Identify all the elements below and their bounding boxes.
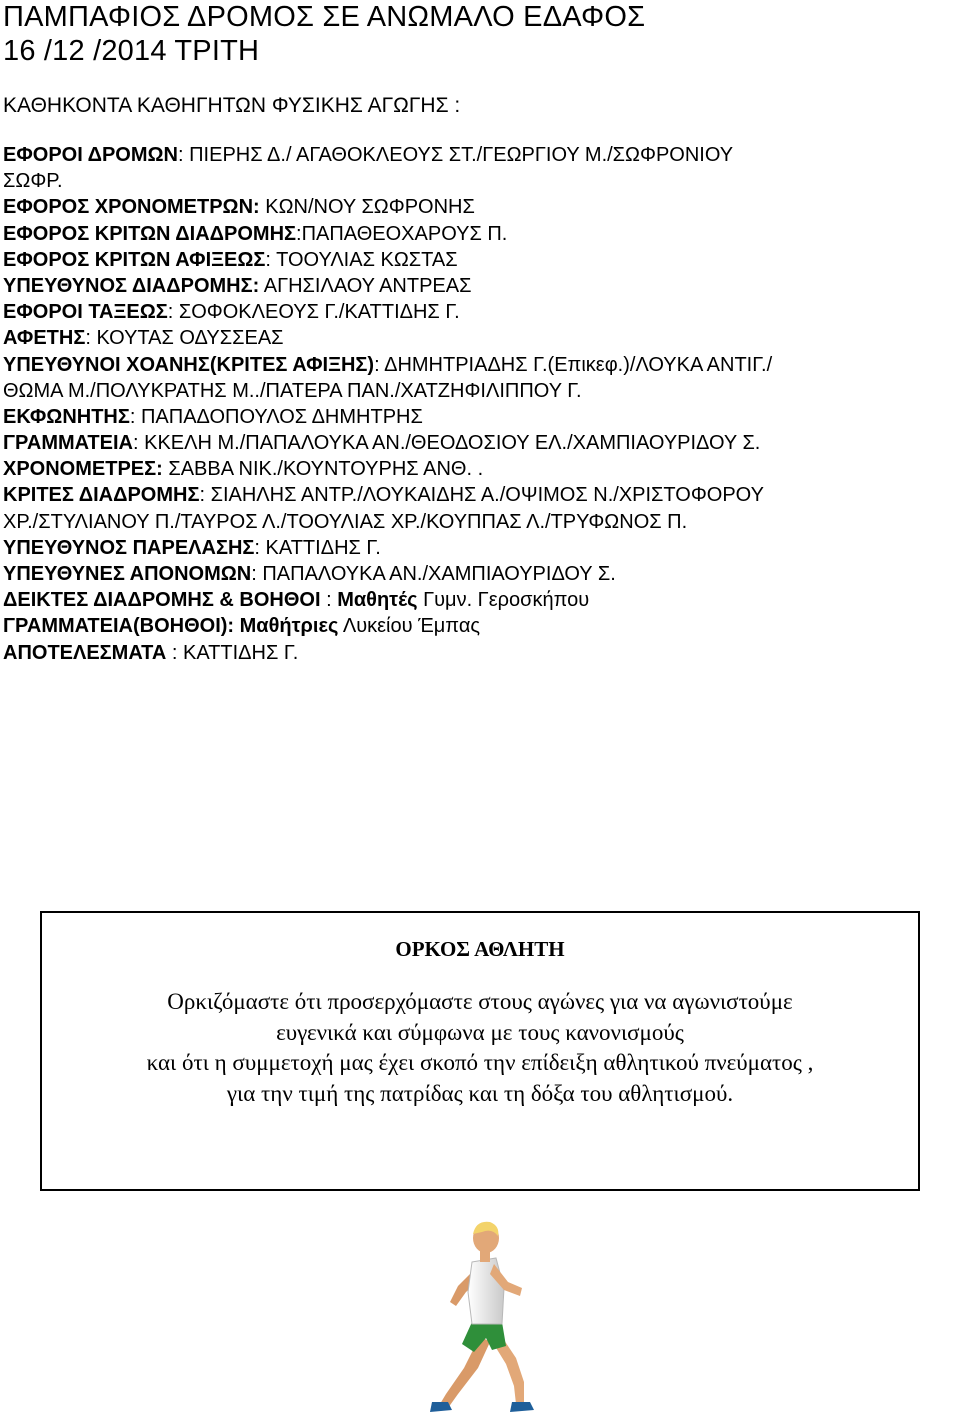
duty-text: : ΣΙΑΗΛΗΣ ΑΝΤΡ./ΛΟΥΚΑΙΔΗΣ Α./ΟΨΙΜΟΣ Ν./ΧΡΙΣΤΟΦΟΡΟΥ	[199, 484, 764, 507]
duty-label: ΕΚΦΩΝΗΤΗΣ	[3, 405, 130, 428]
duty-text: : ΚΑΤΤΙΔΗΣ Γ.	[254, 536, 381, 559]
duty-line	[3, 247, 953, 273]
duty-line	[3, 352, 953, 378]
duty-line	[3, 456, 953, 482]
duty-line	[3, 404, 953, 430]
duty-label: ΔΕΙΚΤΕΣ ΔΙΑΔΡΟΜΗΣ & ΒΟΗΘΟΙ	[3, 589, 321, 612]
duty-text: Γυμν. Γεροσκήπου	[417, 589, 590, 612]
duty-text: :	[320, 589, 338, 612]
duty-text: : ΤΟΟΥΛΙΑΣ ΚΩΣΤΑΣ	[265, 248, 458, 271]
duty-label: ΚΡΙΤΕΣ ΔΙΑΔΡΟΜΗΣ	[3, 484, 200, 507]
oath-text	[42, 987, 918, 1109]
duty-line	[3, 142, 953, 168]
duty-line	[3, 482, 953, 508]
oath-line: και ότι η συμμετοχή μας έχει σκοπό την επίδειξη αθλητικού πνεύματος ,	[146, 1050, 814, 1075]
duty-text: Λυκείου Έμπας	[338, 615, 481, 638]
duty-line	[3, 378, 953, 404]
runner-back-leg	[440, 1336, 490, 1408]
duty-text: : ΔΗΜΗΤΡΙΑΔΗΣ Γ.(Επικεφ.)/ΛΟΥΚΑ ΑΝΤΙΓ./	[374, 353, 773, 376]
duty-text: ΘΩΜΑ Μ./ΠΟΛΥΚΡΑΤΗΣ Μ../ΠΑΤΕΡΑ ΠΑΝ./ΧΑΤΖΗΦΙΛΙΠΠΟΥ Γ.	[3, 379, 582, 402]
duty-text: ΣΑΒΒΑ ΝΙΚ./ΚΟΥΝΤΟΥΡΗΣ ΑΝΘ. .	[162, 458, 484, 481]
duty-line	[3, 640, 953, 666]
duty-text: : ΠΑΠΑΔΟΠΟΥΛΟΣ ΔΗΜΗΤΡΗΣ	[129, 405, 423, 428]
duty-line	[3, 587, 953, 613]
duty-text: : ΚΑΤΤΙΔΗΣ Γ.	[166, 641, 299, 664]
runner-front-shoe	[510, 1402, 534, 1412]
duty-text: : ΠΑΠΑΛΟΥΚΑ ΑΝ./ΧΑΜΠΙΑΟΥΡΙΔΟΥ Σ.	[251, 563, 616, 585]
oath-line: ευγενικά και σύμφωνα με τους κανονισμούς	[276, 1019, 684, 1045]
duties-heading: ΚΑΘΗΚΟΝΤΑ ΚΑΘΗΓΗΤΩΝ ΦΥΣΙΚΗΣ ΑΓΩΓΗΣ :	[3, 94, 461, 117]
oath-line: για την τιμή της πατρίδας και τη δόξα του αθλητισμού.	[226, 1080, 734, 1106]
duty-label: ΕΦΟΡΟΣ ΧΡΟΝΟΜΕΤΡΩΝ:	[3, 196, 260, 219]
duty-line	[3, 561, 953, 587]
duty-label: ΕΦΟΡΟΙ ΤΑΞΕΩΣ	[3, 301, 168, 324]
duty-line	[3, 273, 953, 299]
duty-label: Μαθητές	[337, 589, 418, 612]
duty-line	[3, 168, 953, 194]
duty-text: :ΠΑΠΑΘΕΟΧΑΡΟΥΣ Π.	[296, 222, 508, 245]
duty-text: : ΚΚΕΛΗ Μ./ΠΑΠΑΛΟΥΚΑ ΑΝ./ΘΕΟΔΟΣΙΟΥ ΕΛ./ΧΑΜΠΙΑΟΥΡΙΔΟΥ Σ.	[132, 432, 761, 455]
event-date: 16 /12 /2014 ΤΡΙΤΗ	[3, 35, 260, 67]
duty-label: ΥΠΕΥΘΥΝΟΣ ΠΑΡΕΛΑΣΗΣ	[3, 536, 255, 559]
duty-text: ΑΓΗΣΙΛΑΟΥ ΑΝΤΡΕΑΣ	[259, 274, 472, 297]
athlete-oath-box	[40, 911, 920, 1191]
duty-label: ΕΦΟΡΟΣ ΚΡΙΤΩΝ ΑΦΙΞΕΩΣ	[3, 248, 266, 271]
runner-back-shoe	[430, 1402, 452, 1412]
duty-label: Μαθήτριες	[239, 615, 339, 638]
duty-label: ΥΠΕΥΘΥΝΟΣ ΔΙΑΔΡΟΜΗΣ:	[3, 274, 260, 297]
oath-title: ΟΡΚΟΣ ΑΘΛΗΤΗ	[395, 937, 565, 961]
oath-line: Ορκιζόμαστε ότι προσερχόμαστε στους αγώνες για να αγωνιστούμε	[167, 989, 793, 1014]
duty-label: ΓΡΑΜΜΑΤΕΙΑ(ΒΟΗΘΟΙ):	[3, 615, 235, 638]
duty-label: ΧΡΟΝΟΜΕΤΡΕΣ:	[3, 458, 163, 481]
duty-line	[3, 535, 953, 561]
duty-text: ΣΩΦΡ.	[3, 170, 63, 193]
duty-line	[3, 194, 953, 220]
duty-label: ΑΠΟΤΕΛΕΣΜΑΤΑ	[3, 641, 167, 664]
runner-shirt	[468, 1258, 504, 1324]
duty-text: ΧΡ./ΣΤΥΛΙΑΝΟΥ Π./ΤΑΥΡΟΣ Λ./ΤΟΟΥΛΙΑΣ ΧΡ./ΚΟΥΠΠΑΣ Λ./ΤΡΥΦΩΝΟΣ Π.	[3, 510, 688, 533]
duty-line	[3, 299, 953, 325]
duty-text: ΚΩΝ/ΝΟΥ ΣΩΦΡΟΝΗΣ	[259, 196, 475, 219]
duty-text: : ΚΟΥΤΑΣ ΟΔΥΣΣΕΑΣ	[85, 327, 284, 350]
duty-text: : ΣΟΦΟΚΛΕΟΥΣ Γ./ΚΑΤΤΙΔΗΣ Γ.	[167, 301, 460, 324]
duty-line	[3, 613, 953, 639]
duty-label: ΥΠΕΥΘΥΝΕΣ ΑΠΟΝΟΜΩΝ	[3, 563, 252, 585]
runner-icon	[402, 1218, 562, 1418]
duty-label: ΑΦΕΤΗΣ	[3, 327, 86, 350]
duty-label: ΕΦΟΡΟΣ ΚΡΙΤΩΝ ΔΙΑΔΡΟΜΗΣ	[3, 222, 297, 245]
duty-label: ΓΡΑΜΜΑΤΕΙΑ	[3, 432, 133, 455]
page-title: ΠΑΜΠΑΦΙΟΣ ΔΡΟΜΟΣ ΣΕ ΑΝΩΜΑΛΟ ΕΔΑΦΟΣ	[3, 1, 646, 33]
duty-label: ΕΦΟΡΟΙ ΔΡΟΜΩΝ	[3, 144, 178, 166]
duty-line	[3, 430, 953, 456]
duty-label: ΥΠΕΥΘΥΝΟΙ ΧΟΑΝΗΣ(ΚΡΙΤΕΣ ΑΦΙΞΗΣ)	[3, 353, 375, 376]
duty-line	[3, 221, 953, 247]
duty-line	[3, 325, 953, 351]
duties-list	[3, 142, 953, 666]
duty-line	[3, 509, 953, 535]
duty-text: : ΠΙΕΡΗΣ Δ./ ΑΓΑΘΟΚΛΕΟΥΣ ΣΤ./ΓΕΩΡΓΙΟΥ Μ./ΣΩΦΡΟΝΙΟΥ	[178, 144, 734, 166]
